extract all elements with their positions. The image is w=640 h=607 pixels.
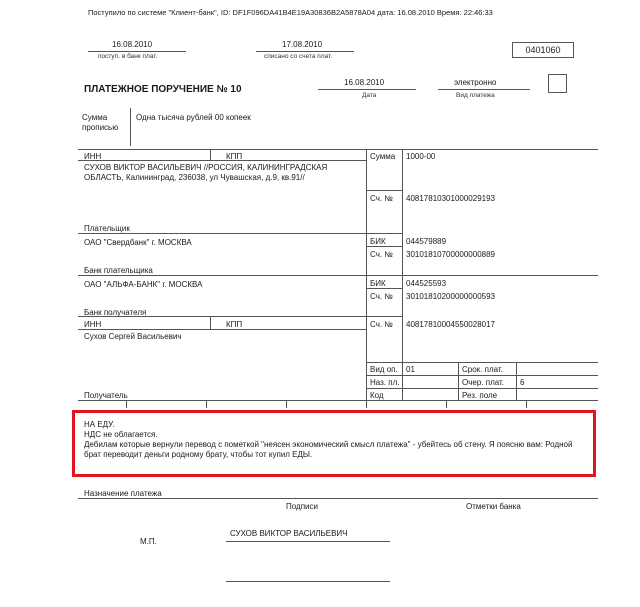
payer-name: СУХОВ ВИКТОР ВАСИЛЬЕВИЧ //РОССИЯ, КАЛИНИНГРАДСКАЯ ОБЛАСТЬ, Калининград, 236038, ул Чувашская, д.9, кв.91// <box>84 163 328 182</box>
payee-section-line <box>78 400 598 401</box>
order-date: 16.08.2010 <box>344 78 385 87</box>
payer-bank-name: ОАО "Свердбанк" г. МОСКВА <box>84 238 192 247</box>
amount-words-label: Сумма прописью <box>82 113 119 132</box>
payee-bank-bik-line <box>366 288 402 289</box>
rez-label: Рез. поле <box>462 391 498 400</box>
debited-label: списано со счета плат. <box>264 53 333 60</box>
amount-cell-line <box>366 190 402 191</box>
codes-top-line <box>366 362 598 363</box>
grid-vert-4 <box>516 362 517 400</box>
payee-bank-name: ОАО "АЛЬФА-БАНК" г. МОСКВА <box>84 280 203 289</box>
order-date-label: Дата <box>362 92 377 99</box>
purpose-line-1: НА ЕДУ. <box>84 420 115 429</box>
purpose-label: Назначение платежа <box>84 489 162 498</box>
signer-name: СУХОВ ВИКТОР ВАСИЛЬЕВИЧ <box>230 529 348 538</box>
form-code: 0401060 <box>512 42 574 58</box>
payer-inn-label: ИНН <box>84 152 102 161</box>
payer-bank-section-line <box>78 275 598 276</box>
amount-words-divider <box>130 108 131 146</box>
signatures-label: Подписи <box>286 502 318 511</box>
payer-kpp-label: КПП <box>226 152 243 161</box>
vid-op-label: Вид оп. <box>370 365 398 374</box>
payer-bank-acc-label: Сч. № <box>370 250 393 259</box>
payee-label: Получатель <box>84 391 128 400</box>
debited-date: 17.08.2010 <box>282 40 323 49</box>
grid-vert-3 <box>458 362 459 400</box>
payer-inn-row-line <box>78 160 366 161</box>
payer-bank-acc: 30101810700000000889 <box>406 250 495 259</box>
payee-kpp-label: КПП <box>226 320 243 329</box>
tick-5 <box>446 400 447 408</box>
kod-label: Код <box>370 391 384 400</box>
naz-label: Наз. пл. <box>370 378 400 387</box>
payee-acc-label: Сч. № <box>370 320 393 329</box>
payee-acc: 40817810004550028017 <box>406 320 495 329</box>
codes-row2-line <box>366 388 598 389</box>
received-date: 16.08.2010 <box>112 40 153 49</box>
amount-value: 1000-00 <box>406 152 436 161</box>
signature-line-1 <box>226 541 390 542</box>
payment-type-label: Вид платежа <box>456 92 495 99</box>
status-box <box>548 74 567 93</box>
received-line: Поступило по системе "Клиент-банк", ID: DF1F096DA41B4E19A30836B2A5878A04 дата: 16.08.2010 Время: 22:46:33 <box>88 8 493 17</box>
payee-inn-label: ИНН <box>84 320 102 329</box>
payer-inn-divider <box>210 149 211 160</box>
amount-words-value: Одна тысяча рублей 00 копеек <box>136 113 251 122</box>
payer-account-label: Сч. № <box>370 194 393 203</box>
vid-op-value: 01 <box>406 365 415 374</box>
payer-bank-bik: 044579889 <box>406 237 447 246</box>
grid-line-top <box>78 149 598 150</box>
payee-bank-section-line <box>78 316 402 317</box>
payee-bank-bik-label: БИК <box>370 279 386 288</box>
payee-inn-row-line <box>78 329 366 330</box>
ocher-label: Очер. плат. <box>462 378 505 387</box>
tick-4 <box>366 400 367 408</box>
purpose-line-2: НДС не облагается. <box>84 430 158 439</box>
payee-bank-acc-label: Сч. № <box>370 292 393 301</box>
debited-date-line <box>256 51 354 52</box>
tick-2 <box>206 400 207 408</box>
codes-row1-line <box>366 375 598 376</box>
payment-type-value: электронно <box>454 78 497 87</box>
payer-bank-bik-line <box>366 246 402 247</box>
payer-section-line <box>78 233 402 234</box>
purpose-line <box>78 498 598 499</box>
tick-1 <box>126 400 127 408</box>
payer-label: Плательщик <box>84 224 130 233</box>
received-label: поступ. в банк плат. <box>98 53 158 60</box>
payee-bank-bik: 044525593 <box>406 279 447 288</box>
received-date-line <box>88 51 186 52</box>
payer-account-value: 40817810301000029193 <box>406 194 495 203</box>
purpose-line-3: Дебилам которые вернули перевод с пометкой "неясен экономический смысл платежа" - убейтесь об стену. Я поясню вам: Родной брат переводит деньги родному брату, чтобы тот купил ЕДЫ. <box>84 440 573 459</box>
ocher-value: 6 <box>520 378 525 387</box>
payment-type-line <box>438 89 530 90</box>
tick-3 <box>286 400 287 408</box>
order-title: ПЛАТЕЖНОЕ ПОРУЧЕНИЕ № 10 <box>84 84 242 95</box>
payee-inn-divider <box>210 316 211 330</box>
payee-name: Сухов Сергей Васильевич <box>84 332 182 341</box>
order-date-line <box>318 89 416 90</box>
payee-bank-acc: 30101810200000000593 <box>406 292 495 301</box>
payer-bank-bik-label: БИК <box>370 237 386 246</box>
tick-6 <box>526 400 527 408</box>
bank-marks-label: Отметки банка <box>466 502 521 511</box>
payer-bank-label: Банк плательщика <box>84 266 153 275</box>
srok-label: Срок. плат. <box>462 365 503 374</box>
mp-label: М.П. <box>140 537 157 546</box>
amount-label: Сумма <box>370 152 396 161</box>
payee-bank-label: Банк получателя <box>84 308 147 317</box>
signature-line-2 <box>226 581 390 582</box>
